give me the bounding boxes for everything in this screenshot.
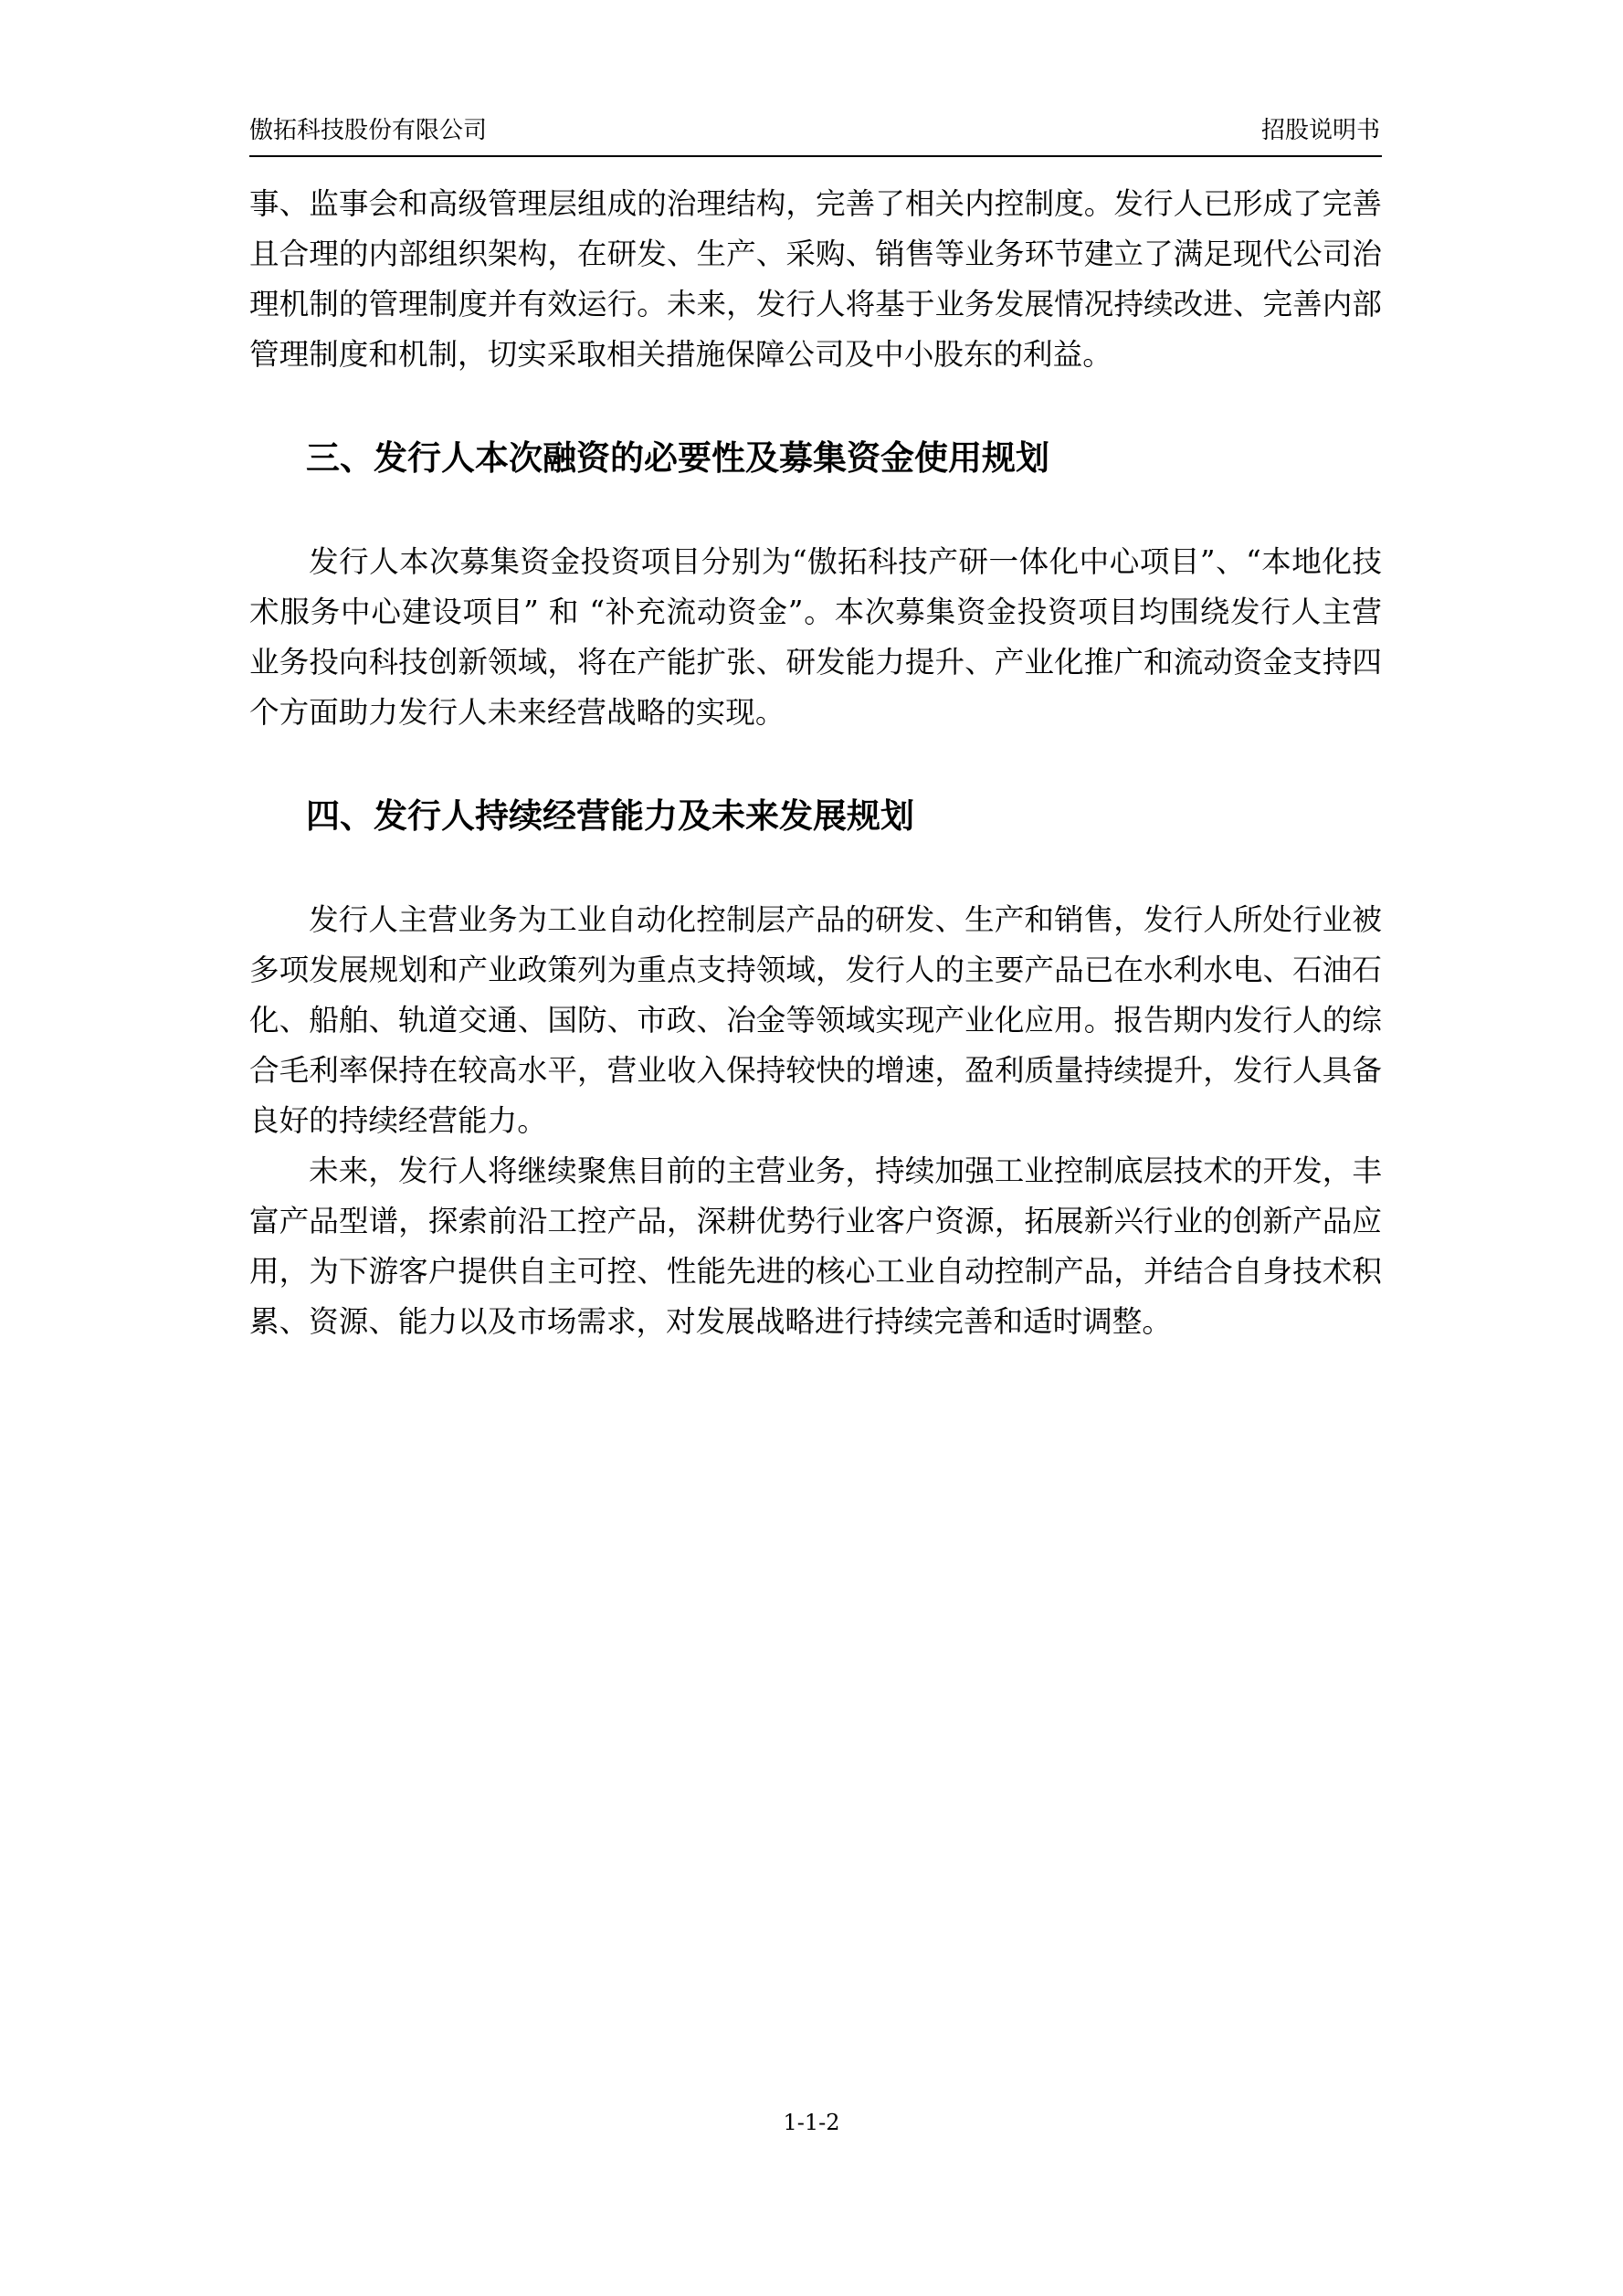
section-4-paragraph-2: 未来，发行人将继续聚焦目前的主营业务，持续加强工业控制底层技术的开发，丰富产品型谱，探索前沿工控产品，深耕优势行业客户资源，拓展新兴行业的创新产品应用，为下游客户提供自主可控、性能先进的核心工业自动控制产品，并结合自身技术积累、资源、能力以及市场需求，对发展战略进行持续完善和适时调整。 (249, 1153, 1382, 1339)
spacer (249, 839, 1382, 895)
page-header (249, 117, 1382, 157)
spacer (249, 481, 1382, 537)
page-number: 1-1-2 (783, 2110, 840, 2135)
page-body (249, 179, 1382, 1347)
header-company-name: 傲拓科技股份有限公司 (249, 117, 488, 144)
header-document-type: 招股说明书 (1260, 117, 1380, 144)
section-4-paragraph-1: 发行人主营业务为工业自动化控制层产品的研发、生产和销售，发行人所处行业被多项发展规划和产业政策列为重点支持领域，发行人的主要产品已在水利水电、石油石化、船舶、轨道交通、国防、市政、冶金等领域实现产业化应用。报告期内发行人的综合毛利率保持在较高水平，营业收入保持较快的增速，盈利质量持续提升，发行人具备良好的持续经营能力。 (249, 902, 1382, 1138)
section-3-paragraph: 发行人本次募集资金投资项目分别为“傲拓科技产研一体化中心项目”、“本地化技术服务中心建设项目” 和 “补充流动资金”。本次募集资金投资项目均围绕发行人主营业务投向科技创新领域，将在产能扩张、研发能力提升、产业化推广和流动资金支持四个方面助力发行人未来经营战略的实现。 (249, 544, 1382, 730)
section-heading-4: 四、发行人持续经营能力及未来发展规划 (306, 796, 914, 836)
section-heading-3: 三、发行人本次融资的必要性及募集资金使用规划 (306, 438, 1049, 478)
spacer (249, 738, 1382, 794)
continued-paragraph: 事、监事会和高级管理层组成的治理结构，完善了相关内控制度。发行人已形成了完善且合理的内部组织架构，在研发、生产、采购、销售等业务环节建立了满足现代公司治理机制的管理制度并有效运行。未来，发行人将基于业务发展情况持续改进、完善内部管理制度和机制，切实采取相关措施保障公司及中小股东的利益。 (249, 186, 1382, 372)
spacer (249, 380, 1382, 436)
